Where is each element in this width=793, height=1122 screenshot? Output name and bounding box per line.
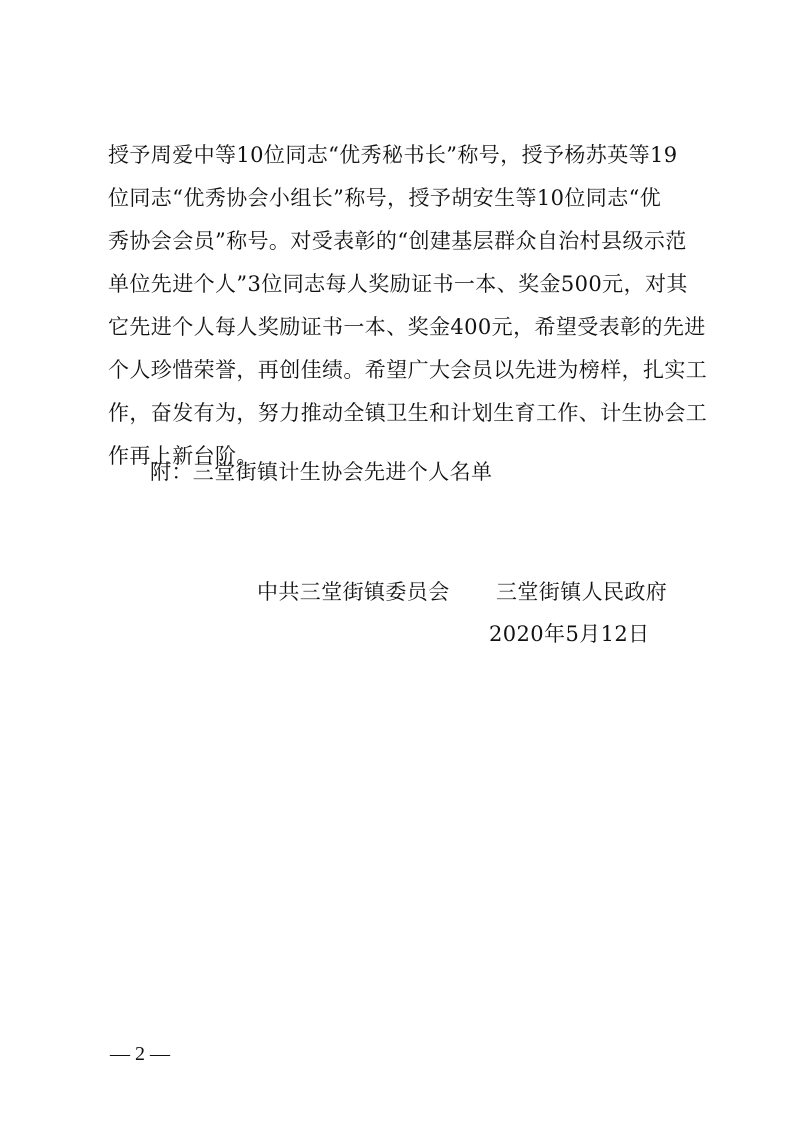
body-line-8: 作再上新台阶。 <box>108 444 258 468</box>
body-line-6: 个人珍惜荣誉，再创佳绩。希望广大会员以先进为榜样，扎实工 <box>108 358 708 382</box>
page-number: — 2 — <box>110 1043 170 1065</box>
attachment-note: 附：三堂街镇计生协会先进个人名单 <box>150 460 493 484</box>
body-line-2: 位同志“优秀协会小组长”称号，授予胡安生等10位同志“优 <box>108 186 662 210</box>
signature-party-committee: 中共三堂街镇委员会 <box>257 580 450 604</box>
body-line-1: 授予周爱中等10位同志“优秀秘书长”称号，授予杨苏英等19 <box>108 143 678 167</box>
body-line-7: 作，奋发有为，努力推动全镇卫生和计划生育工作、计生协会工 <box>108 401 708 425</box>
body-line-3: 秀协会会员”称号。对受表彰的“创建基层群众自治村县级示范 <box>108 229 687 253</box>
signature-date: 2020年5月12日 <box>489 622 650 646</box>
body-line-4: 单位先进个人”3位同志每人奖励证书一本、奖金500元，对其 <box>108 272 688 296</box>
body-line-5: 它先进个人每人奖励证书一本、奖金400元，希望受表彰的先进 <box>108 315 706 339</box>
signature-government: 三堂街镇人民政府 <box>496 580 668 604</box>
